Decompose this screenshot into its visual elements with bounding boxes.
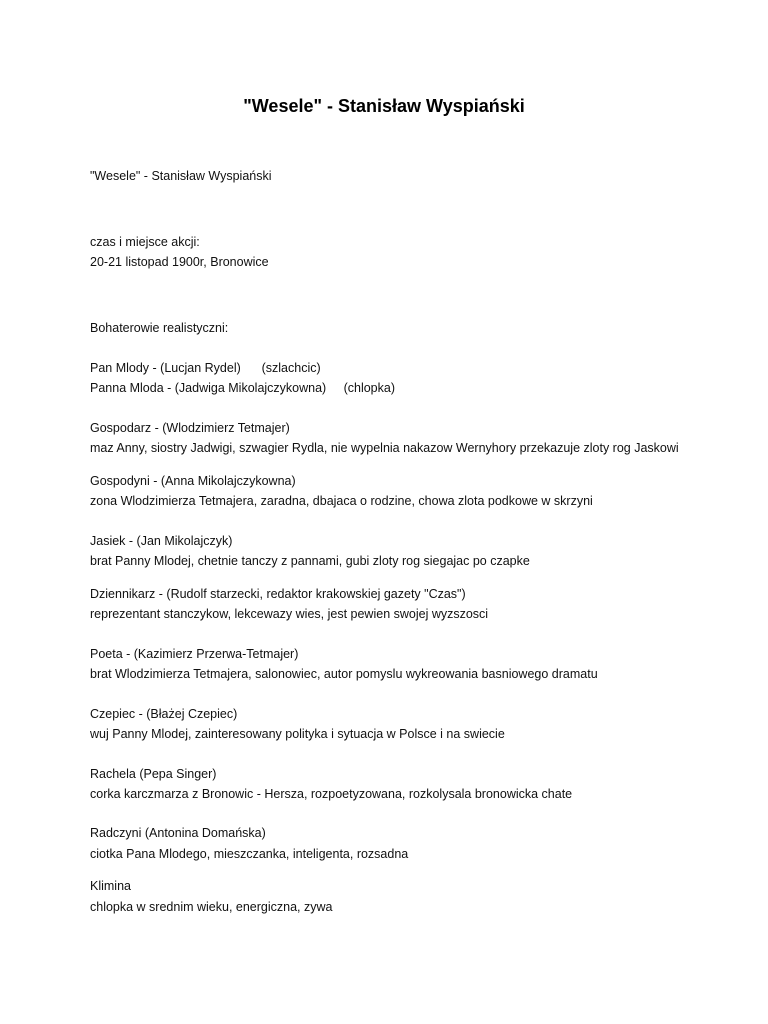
character-description: brat Wlodzimierza Tetmajera, salonowiec, autor pomyslu wykreowania basniowego dramatu xyxy=(90,667,598,681)
character-description: chlopka w srednim wieku, energiczna, zywa xyxy=(90,900,333,914)
character-name: Jasiek - (Jan Mikolajczyk) xyxy=(90,534,233,548)
character-name: Gospodyni - (Anna Mikolajczykowna) xyxy=(90,474,296,488)
page-title: "Wesele" - Stanisław Wyspiański xyxy=(243,96,525,116)
character-description: reprezentant stanczykow, lekcewazy wies, jest pewien swojej wyzszosci xyxy=(90,607,489,621)
character-name: Gospodarz - (Wlodzimierz Tetmajer) xyxy=(90,421,290,435)
character-name: Klimina xyxy=(90,879,131,893)
character-description: maz Anny, siostry Jadwigi, szwagier Rydla, nie wypelnia nakazow Wernyhory przekazuje zloty rog Jaskowi xyxy=(90,441,679,455)
character-name: Czepiec - (Błażej Czepiec) xyxy=(90,707,238,721)
character-description: brat Panny Mlodej, chetnie tanczy z pannami, gubi zloty rog siegajac po czapke xyxy=(90,554,530,568)
setting-label: czas i miejsce akcji: xyxy=(90,235,200,249)
character-name: Panna Mloda - (Jadwiga Mikolajczykowna) (chlopka) xyxy=(90,381,395,395)
document-subtitle: "Wesele" - Stanisław Wyspiański xyxy=(90,169,272,183)
character-name: Rachela (Pepa Singer) xyxy=(90,767,217,781)
character-description: ciotka Pana Mlodego, mieszczanka, inteligenta, rozsadna xyxy=(90,847,409,861)
character-description: corka karczmarza z Bronowic - Hersza, rozpoetyzowana, rozkolysala bronowicka chate xyxy=(90,787,573,801)
character-name: Pan Mlody - (Lucjan Rydel) (szlachcic) xyxy=(90,361,321,375)
characters-heading: Bohaterowie realistyczni: xyxy=(90,321,229,335)
character-name: Poeta - (Kazimierz Przerwa-Tetmajer) xyxy=(90,647,299,661)
character-description: zona Wlodzimierza Tetmajera, zaradna, dbajaca o rodzine, chowa zlota podkowe w skrzyni xyxy=(90,494,593,508)
setting-value: 20-21 listopad 1900r, Bronowice xyxy=(90,255,269,269)
character-name: Radczyni (Antonina Domańska) xyxy=(90,826,266,840)
character-name: Dziennikarz - (Rudolf starzecki, redaktor krakowskiej gazety "Czas") xyxy=(90,587,466,601)
character-description: wuj Panny Mlodej, zainteresowany polityka i sytuacja w Polsce i na swiecie xyxy=(90,727,505,741)
